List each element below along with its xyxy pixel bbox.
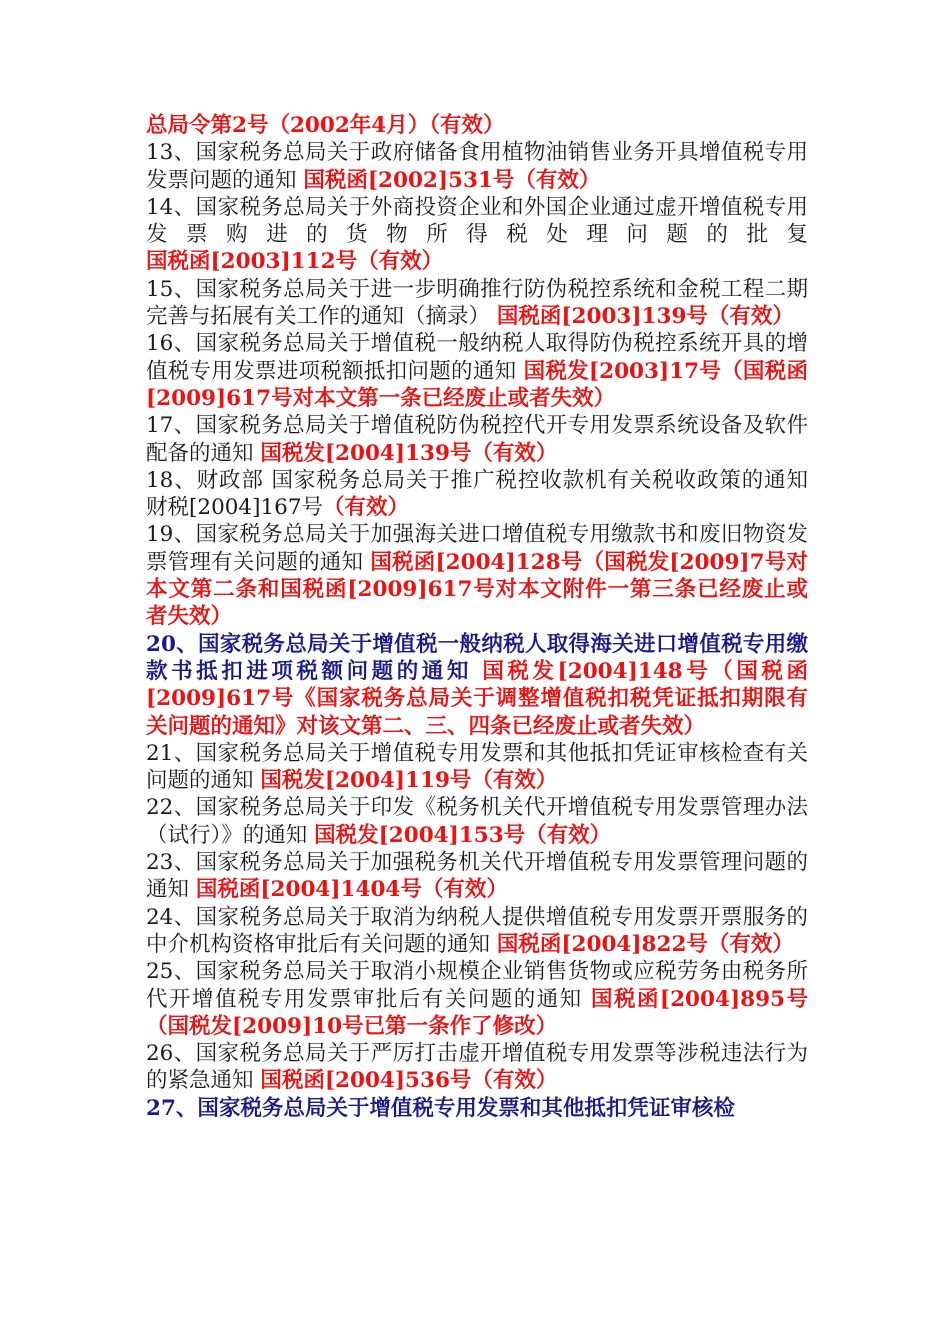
entry-17 xyxy=(146,412,808,467)
entry-ref: 国税函[2004]1404号（有效） xyxy=(195,877,508,903)
entry-26 xyxy=(146,1040,808,1095)
entry-ref: 国税函[2004]822号（有效） xyxy=(496,931,794,957)
entry-ref: 国税函[2004]895号（国税发[2009]10号已第一条作了修改） xyxy=(146,986,808,1039)
entry-title: 14、国家税务总局关于外商投资企业和外国企业通过虚开增值税专用发票购进的货物所得税处理问题的批复 xyxy=(146,194,808,248)
entry-ref: 国税函[2003]112号（有效） xyxy=(146,249,444,275)
entry-title: 13、国家税务总局关于政府储备食用植物油销售业务开具增值税专用发票问题的通知 xyxy=(146,140,808,193)
entry-12-tail xyxy=(146,112,808,139)
entry-18 xyxy=(146,467,808,522)
entry-ref: 国税函[2002]531号（有效） xyxy=(303,167,601,193)
entry-23 xyxy=(146,849,808,904)
entry-14 xyxy=(146,194,808,276)
entry-ref: 国税发[2004]139号（有效） xyxy=(260,440,558,466)
entry-ref: 国税发[2004]119号（有效） xyxy=(260,768,558,794)
entry-19 xyxy=(146,521,808,630)
entry-ref: 国税发[2003]17号（国税函[2009]617号对本文第一条已经废止或者失效） xyxy=(146,358,808,411)
entry-22 xyxy=(146,794,808,849)
entry-21 xyxy=(146,740,808,795)
entry-27 xyxy=(146,1095,808,1122)
entry-title: 27、国家税务总局关于增值税专用发票和其他抵扣凭证审核检 xyxy=(146,1095,735,1121)
entry-title: 18、财政部 国家税务总局关于推广税控收款机有关税收政策的通知 财税[2004]167号 xyxy=(146,467,808,521)
entry-title: 25、国家税务总局关于取消小规模企业销售货物或应税劳务由税务所代开增值税专用发票审批后有关问题的通知 xyxy=(146,959,808,1012)
entry-title: 19、国家税务总局关于加强海关进口增值税专用缴款书和废旧物资发票管理有关问题的通知 xyxy=(146,522,808,575)
entry-title: 24、国家税务总局关于取消为纳税人提供增值税专用发票开票服务的中介机构资格审批后有关问题的通知 xyxy=(146,904,808,957)
entry-title: 26、国家税务总局关于严厉打击虚开增值税专用发票等涉税违法行为的紧急通知 xyxy=(146,1041,808,1094)
entry-title: 20、国家税务总局关于增值税一般纳税人取得海关进口增值税专用缴款书抵扣进项税额问题的通知 xyxy=(146,631,808,684)
entry-24 xyxy=(146,904,808,959)
entry-13 xyxy=(146,139,808,194)
entry-25 xyxy=(146,958,808,1040)
entry-ref: 国税发[2004]153号（有效） xyxy=(314,822,612,848)
entry-ref: 总局令第2号（2002年4月）（有效） xyxy=(146,113,505,138)
entry-title: 15、国家税务总局关于进一步明确推行防伪税控系统和金税工程二期完善与拓展有关工作的通知（摘录） xyxy=(146,276,808,330)
entry-16 xyxy=(146,330,808,412)
entry-title: 22、国家税务总局关于印发《税务机关代开增值税专用发票管理办法（试行）》的通知 xyxy=(146,795,808,848)
document-page xyxy=(146,112,808,1122)
entry-ref: 国税函[2004]128号（国税发[2009]7号对本文第二条和国税函[2009]617号对本文附件一第三条已经废止或者失效） xyxy=(146,549,808,630)
entry-ref: 国税发[2004]148号（国税函[2009]617号《国家税务总局关于调整增值税扣税凭证抵扣期限有关问题的通知》对该文第二、三、四条已经废止或者失效） xyxy=(146,658,808,739)
entry-title: 23、国家税务总局关于加强税务机关代开增值税专用发票管理问题的通知 xyxy=(146,850,808,903)
entry-ref: 国税函[2003]139号（有效） xyxy=(496,304,794,330)
entry-title: 21、国家税务总局关于增值税专用发票和其他抵扣凭证审核检查有关问题的通知 xyxy=(146,740,808,794)
entry-20 xyxy=(146,631,808,740)
entry-title: 17、国家税务总局关于增值税防伪税控代开专用发票系统设备及软件配备的通知 xyxy=(146,413,808,466)
entry-ref: （有效） xyxy=(323,495,410,521)
entry-title: 16、国家税务总局关于增值税一般纳税人取得防伪税控系统开具的增值税专用发票进项税额抵扣问题的通知 xyxy=(146,331,808,384)
entry-15 xyxy=(146,276,808,331)
entry-ref: 国税函[2004]536号（有效） xyxy=(260,1068,558,1094)
